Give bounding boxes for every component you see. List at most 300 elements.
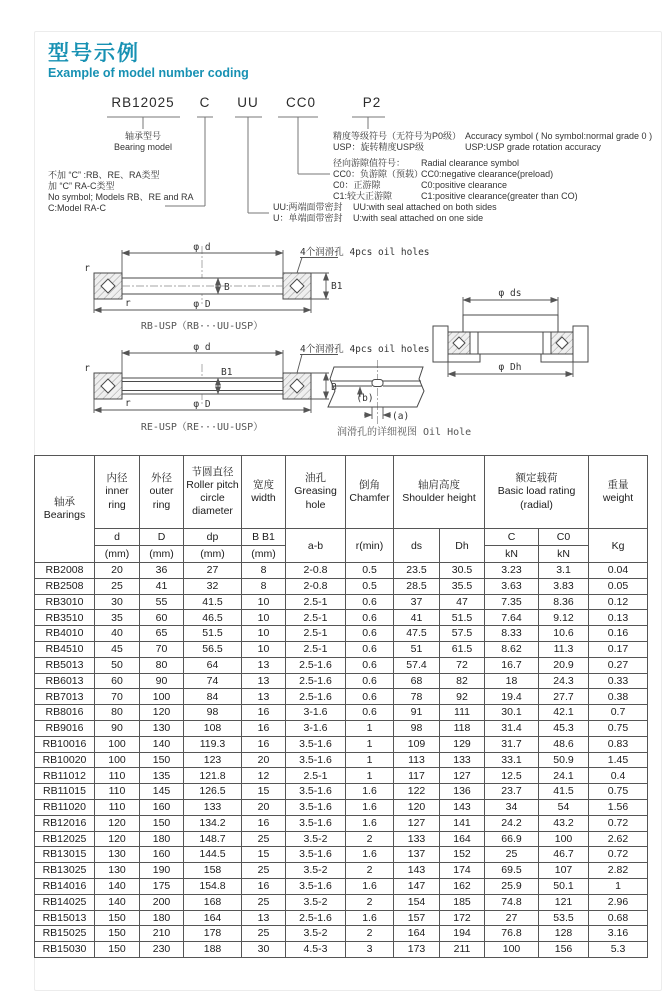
spec-cell: 10 xyxy=(242,626,286,642)
spec-cell: 147 xyxy=(394,878,440,894)
spec-cell: 133 xyxy=(394,831,440,847)
table-row xyxy=(35,878,648,894)
spec-cell: 164 xyxy=(440,831,485,847)
note-line: Bearing model xyxy=(113,142,173,152)
spec-cell: 55 xyxy=(140,594,184,610)
spec-cell: 164 xyxy=(184,910,242,926)
spec-cell: 107 xyxy=(539,863,589,879)
spec-cell: 160 xyxy=(140,799,184,815)
spec-cell: 56.5 xyxy=(184,641,242,657)
sym-cell-ds: ds xyxy=(394,529,440,563)
spec-cell: 2.82 xyxy=(589,863,648,879)
spec-cell: 47 xyxy=(440,594,485,610)
spec-cell: 140 xyxy=(95,878,140,894)
spec-cell: 43.2 xyxy=(539,815,589,831)
spec-cell: 129 xyxy=(440,736,485,752)
spec-cell: 25 xyxy=(242,926,286,942)
spec-cell: 126.5 xyxy=(184,784,242,800)
table-row xyxy=(35,673,648,689)
col-header-chamfer xyxy=(346,456,394,529)
col-header-load xyxy=(485,456,589,529)
note-line: USP:USP grade rotation accuracy xyxy=(465,142,601,152)
table-row xyxy=(35,705,648,721)
spec-cell: 0.6 xyxy=(346,657,394,673)
spec-cell: 40 xyxy=(95,626,140,642)
spec-cell: 120 xyxy=(394,799,440,815)
spec-cell: 0.38 xyxy=(589,689,648,705)
unit-cell-kn: kN xyxy=(485,546,539,563)
spec-cell: 143 xyxy=(440,799,485,815)
table-row xyxy=(35,831,648,847)
spec-cell: 2 xyxy=(346,831,394,847)
spec-cell: 150 xyxy=(140,815,184,831)
spec-cell: 133 xyxy=(440,752,485,768)
spec-cell: 8.33 xyxy=(485,626,539,642)
spec-cell: 76.8 xyxy=(485,926,539,942)
spec-cell: 41.5 xyxy=(184,594,242,610)
note-line: 径向游隙值符号： xyxy=(333,158,406,168)
spec-cell: 168 xyxy=(184,894,242,910)
spec-cell: 24.2 xyxy=(485,815,539,831)
spec-cell: 30.5 xyxy=(440,563,485,579)
spec-cell: 12 xyxy=(242,768,286,784)
dim-label-B: B xyxy=(224,282,230,293)
spec-cell: 180 xyxy=(140,831,184,847)
header-zh: 倒角 xyxy=(359,478,380,491)
spec-cell: 2.5-1.6 xyxy=(286,657,346,673)
spec-cell: 150 xyxy=(140,752,184,768)
spec-cell: 70 xyxy=(140,641,184,657)
spec-cell: 110 xyxy=(95,768,140,784)
spec-cell: 1.6 xyxy=(346,847,394,863)
spec-cell: 68 xyxy=(394,673,440,689)
spec-cell: 185 xyxy=(440,894,485,910)
spec-cell: 136 xyxy=(440,784,485,800)
header-en: width xyxy=(251,492,276,504)
spec-cell: 0.72 xyxy=(589,847,648,863)
spec-cell: 172 xyxy=(440,910,485,926)
spec-cell: 2.5-1 xyxy=(286,610,346,626)
spec-cell: 190 xyxy=(140,863,184,879)
spec-cell: 3.1 xyxy=(539,563,589,579)
spec-cell: 2 xyxy=(346,926,394,942)
dim-label-r: r xyxy=(125,398,131,409)
note-line: C1:较大正游隙 xyxy=(333,191,393,201)
spec-cell: 27 xyxy=(184,563,242,579)
spec-cell: 3.16 xyxy=(589,926,648,942)
header-zh: 轴肩高度 xyxy=(418,478,460,491)
spec-cell: 0.33 xyxy=(589,673,648,689)
sym-cell-Dh: Dh xyxy=(440,529,485,563)
spec-cell: 80 xyxy=(95,705,140,721)
dim-label-B1: B1 xyxy=(331,281,343,292)
spec-cell: 74.8 xyxy=(485,894,539,910)
spec-cell: 2-0.8 xyxy=(286,578,346,594)
spec-cell: 141 xyxy=(440,815,485,831)
spec-cell: 128 xyxy=(539,926,589,942)
spec-cell: 8 xyxy=(242,563,286,579)
spec-cell: 90 xyxy=(95,720,140,736)
spec-cell: 34 xyxy=(485,799,539,815)
sym-cell-d: d xyxy=(95,529,140,546)
spec-cell: 30.1 xyxy=(485,705,539,721)
oil-holes-label: 4个润滑孔 4pcs oil holes xyxy=(300,344,430,355)
spec-cell: 25 xyxy=(242,863,286,879)
spec-cell: 148.7 xyxy=(184,831,242,847)
drawing-rb-section xyxy=(84,242,429,332)
spec-cell: 3.83 xyxy=(539,578,589,594)
spec-cell: 3.5-1.6 xyxy=(286,799,346,815)
table-row xyxy=(35,863,648,879)
header-zh: 外径 xyxy=(151,472,172,485)
bearing-model-cell: RB11020 xyxy=(35,799,95,815)
spec-cell: 0.7 xyxy=(589,705,648,721)
spec-cell: 2.5-1 xyxy=(286,626,346,642)
spec-cell: 134.2 xyxy=(184,815,242,831)
spec-cell: 20 xyxy=(95,563,140,579)
note-seal xyxy=(273,202,497,224)
spec-cell: 2.5-1.6 xyxy=(286,910,346,926)
spec-cell: 20 xyxy=(242,799,286,815)
spec-cell: 2.5-1.6 xyxy=(286,673,346,689)
spec-cell: 25 xyxy=(242,831,286,847)
spec-cell: 53.5 xyxy=(539,910,589,926)
spec-cell: 98 xyxy=(184,705,242,721)
spec-cell: 98 xyxy=(394,720,440,736)
spec-cell: 133 xyxy=(184,799,242,815)
header-en: weight xyxy=(602,492,634,504)
spec-cell: 24.3 xyxy=(539,673,589,689)
code-accuracy: P2 xyxy=(362,95,382,110)
dim-label-ds: φ ds xyxy=(498,288,522,299)
dim-label-D: φ D xyxy=(193,299,211,310)
spec-cell: 64 xyxy=(184,657,242,673)
spec-cell: 41 xyxy=(140,578,184,594)
spec-cell: 25 xyxy=(485,847,539,863)
bearing-model-cell: RB4510 xyxy=(35,641,95,657)
spec-cell: 3.5-1.6 xyxy=(286,878,346,894)
sym-cell-dp: dp xyxy=(184,529,242,546)
spec-cell: 41 xyxy=(394,610,440,626)
spec-cell: 50.9 xyxy=(539,752,589,768)
bearing-model-cell: RB14025 xyxy=(35,894,95,910)
spec-cell: 70 xyxy=(95,689,140,705)
note-bearing-model xyxy=(114,131,172,153)
spec-cell: 137 xyxy=(394,847,440,863)
spec-cell: 0.5 xyxy=(346,578,394,594)
spec-cell: 7.35 xyxy=(485,594,539,610)
note-line: U：单端面带密封 xyxy=(273,213,343,223)
spec-cell: 150 xyxy=(95,942,140,958)
code-type: C xyxy=(199,95,211,110)
spec-cell: 10 xyxy=(242,610,286,626)
technical-drawings xyxy=(35,240,659,452)
bearing-model-cell: RB2508 xyxy=(35,578,95,594)
spec-cell: 118 xyxy=(440,720,485,736)
spec-cell: 100 xyxy=(539,831,589,847)
note-line: 精度等级符号（无符号为P0级） xyxy=(333,131,462,141)
spec-cell: 164 xyxy=(394,926,440,942)
spec-cell: 24.1 xyxy=(539,768,589,784)
spec-cell: 50.1 xyxy=(539,878,589,894)
spec-cell: 84 xyxy=(184,689,242,705)
table-row xyxy=(35,736,648,752)
spec-cell: 130 xyxy=(95,863,140,879)
spec-cell: 174 xyxy=(440,863,485,879)
spec-cell: 3.23 xyxy=(485,563,539,579)
sym-cell-C0: C0 xyxy=(539,529,589,546)
spec-cell: 42.1 xyxy=(539,705,589,721)
spec-cell: 2-0.8 xyxy=(286,563,346,579)
spec-cell: 8 xyxy=(242,578,286,594)
col-header-pitch xyxy=(184,456,242,529)
table-row xyxy=(35,689,648,705)
spec-cell: 111 xyxy=(440,705,485,721)
spec-cell: 16 xyxy=(242,705,286,721)
spec-cell: 127 xyxy=(394,815,440,831)
code-seal: UU xyxy=(237,95,259,110)
spec-cell: 10 xyxy=(242,641,286,657)
page-subtitle: Example of model number coding xyxy=(48,66,249,80)
spec-cell: 121 xyxy=(539,894,589,910)
spec-cell: 0.6 xyxy=(346,610,394,626)
note-line: UU:with seal attached on both sides xyxy=(353,202,497,212)
bearing-model-cell: RB9016 xyxy=(35,720,95,736)
spec-cell: 180 xyxy=(140,910,184,926)
table-row xyxy=(35,799,648,815)
note-clearance xyxy=(333,158,578,202)
spec-cell: 60 xyxy=(140,610,184,626)
col-header-outer xyxy=(140,456,184,529)
bearing-model-cell: RB13025 xyxy=(35,863,95,879)
bearing-model-cell: RB4010 xyxy=(35,626,95,642)
spec-cell: 1.6 xyxy=(346,878,394,894)
table-row xyxy=(35,847,648,863)
bearing-model-cell: RB15030 xyxy=(35,942,95,958)
spec-cell: 3.5-1.6 xyxy=(286,847,346,863)
header-zh: 内径 xyxy=(106,472,128,485)
bearing-model-cell: RB3510 xyxy=(35,610,95,626)
bearing-model-cell: RB12025 xyxy=(35,831,95,847)
spec-cell: 178 xyxy=(184,926,242,942)
spec-cell: 2 xyxy=(346,894,394,910)
table-row xyxy=(35,942,648,958)
spec-cell: 3.5-2 xyxy=(286,863,346,879)
table-row xyxy=(35,815,648,831)
note-line: No symbol; Models RB、RE and RA xyxy=(48,192,194,202)
spec-cell: 51.5 xyxy=(184,626,242,642)
spec-cell: 74 xyxy=(184,673,242,689)
spec-cell: 3.5-2 xyxy=(286,894,346,910)
dim-label-r: r xyxy=(84,263,90,274)
spec-cell: 72 xyxy=(440,657,485,673)
spec-cell: 18 xyxy=(485,673,539,689)
dim-label-Dh: φ Dh xyxy=(498,362,522,373)
spec-cell: 156 xyxy=(539,942,589,958)
spec-cell: 3 xyxy=(346,942,394,958)
spec-cell: 31.7 xyxy=(485,736,539,752)
table-row xyxy=(35,926,648,942)
spec-cell: 47.5 xyxy=(394,626,440,642)
spec-cell: 57.4 xyxy=(394,657,440,673)
spec-cell: 11.3 xyxy=(539,641,589,657)
spec-cell: 1 xyxy=(346,720,394,736)
note-line: C0：正游隙 xyxy=(333,180,381,190)
spec-cell: 16.7 xyxy=(485,657,539,673)
spec-cell: 117 xyxy=(394,768,440,784)
spec-cell: 15 xyxy=(242,784,286,800)
table-row xyxy=(35,768,648,784)
bearing-model-cell: RB15025 xyxy=(35,926,95,942)
spec-cell: 27 xyxy=(485,910,539,926)
spec-cell: 100 xyxy=(95,752,140,768)
spec-cell: 100 xyxy=(95,736,140,752)
dim-label-D: φ D xyxy=(193,399,211,410)
spec-cell: 0.6 xyxy=(346,641,394,657)
bearing-model-cell: RB6013 xyxy=(35,673,95,689)
spec-cell: 50 xyxy=(95,657,140,673)
spec-cell: 3.5-1.6 xyxy=(286,752,346,768)
spec-cell: 2 xyxy=(346,863,394,879)
spec-cell: 16 xyxy=(242,878,286,894)
spec-cell: 45 xyxy=(95,641,140,657)
spec-cell: 36 xyxy=(140,563,184,579)
spec-cell: 25 xyxy=(95,578,140,594)
spec-cell: 41.5 xyxy=(539,784,589,800)
col-header-weight xyxy=(589,456,648,529)
header-en: Chamfer xyxy=(349,492,390,504)
spec-cell: 37 xyxy=(394,594,440,610)
spec-cell: 0.16 xyxy=(589,626,648,642)
spec-cell: 25.9 xyxy=(485,878,539,894)
note-model-types xyxy=(48,170,194,214)
spec-cell: 0.83 xyxy=(589,736,648,752)
spec-cell: 3-1.6 xyxy=(286,705,346,721)
spec-cell: 100 xyxy=(140,689,184,705)
spec-cell: 130 xyxy=(140,720,184,736)
spec-cell: 0.75 xyxy=(589,720,648,736)
sym-cell-rmin: r(min) xyxy=(346,529,394,563)
header-zh: 重量 xyxy=(607,478,629,491)
oil-holes-label: 4个润滑孔 4pcs oil holes xyxy=(300,247,430,258)
spec-cell: 122 xyxy=(394,784,440,800)
unit-cell-mm: (mm) xyxy=(140,546,184,563)
spec-cell: 65 xyxy=(140,626,184,642)
spec-cell: 0.72 xyxy=(589,815,648,831)
table-row xyxy=(35,657,648,673)
note-line: C0:positive clearance xyxy=(421,180,508,190)
spec-cell: 145 xyxy=(140,784,184,800)
table-row xyxy=(35,626,648,642)
unit-cell-kg: Kg xyxy=(589,529,648,563)
spec-cell: 2.62 xyxy=(589,831,648,847)
spec-cell: 200 xyxy=(140,894,184,910)
note-accuracy xyxy=(333,131,652,153)
spec-cell: 143 xyxy=(394,863,440,879)
note-line: C1:positive clearance(greater than CO) xyxy=(421,191,578,201)
spec-cell: 0.13 xyxy=(589,610,648,626)
spec-cell: 20 xyxy=(242,752,286,768)
spec-cell: 28.5 xyxy=(394,578,440,594)
header-en: Basic load rating xyxy=(497,485,576,498)
unit-cell-mm: (mm) xyxy=(242,546,286,563)
spec-cell: 8.36 xyxy=(539,594,589,610)
bearing-model-cell: RB10020 xyxy=(35,752,95,768)
code-bearing-model: RB12025 xyxy=(111,95,175,110)
spec-cell: 0.04 xyxy=(589,563,648,579)
table-row xyxy=(35,720,648,736)
spec-cell: 109 xyxy=(394,736,440,752)
spec-cell: 91 xyxy=(394,705,440,721)
spec-cell: 15 xyxy=(242,847,286,863)
header-en: Roller pitch circle diameter xyxy=(186,478,239,518)
header-zh: 节圆直径 xyxy=(191,465,234,478)
spec-cell: 188 xyxy=(184,942,242,958)
bearing-model-cell: RB5013 xyxy=(35,657,95,673)
spec-cell: 5.3 xyxy=(589,942,648,958)
table-row xyxy=(35,910,648,926)
drawing-caption-rb: RB-USP（RB···UU-USP） xyxy=(140,321,264,332)
spec-cell: 150 xyxy=(95,926,140,942)
bearing-model-cell: RB10016 xyxy=(35,736,95,752)
spec-cell: 69.5 xyxy=(485,863,539,879)
spec-cell: 123 xyxy=(184,752,242,768)
page-title: 型号示例 xyxy=(48,42,140,65)
model-coding-diagram xyxy=(35,95,659,240)
bearing-model-cell: RB8016 xyxy=(35,705,95,721)
spec-cell: 10.6 xyxy=(539,626,589,642)
spec-cell: 66.9 xyxy=(485,831,539,847)
table-row xyxy=(35,563,648,579)
spec-cell: 3.5-1.6 xyxy=(286,815,346,831)
spec-cell: 3.5-2 xyxy=(286,831,346,847)
spec-cell: 45.3 xyxy=(539,720,589,736)
spec-cell: 162 xyxy=(440,878,485,894)
note-line: USP：旋转精度USP级 xyxy=(333,142,425,152)
spec-cell: 16 xyxy=(242,720,286,736)
spec-cell: 46.7 xyxy=(539,847,589,863)
dim-label-r: r xyxy=(125,298,131,309)
spec-cell: 120 xyxy=(95,831,140,847)
spec-cell: 113 xyxy=(394,752,440,768)
spec-cell: 0.68 xyxy=(589,910,648,926)
note-line: 轴承型号 xyxy=(124,131,162,141)
spec-cell: 1.6 xyxy=(346,815,394,831)
spec-cell: 23.7 xyxy=(485,784,539,800)
spec-cell: 140 xyxy=(95,894,140,910)
spec-cell: 57.5 xyxy=(440,626,485,642)
spec-cell: 0.6 xyxy=(346,673,394,689)
header-en: Bearings xyxy=(43,509,86,521)
spec-cell: 110 xyxy=(95,784,140,800)
spec-cell: 1 xyxy=(346,736,394,752)
bearing-model-cell: RB7013 xyxy=(35,689,95,705)
bearing-model-cell: RB13015 xyxy=(35,847,95,863)
spec-cell: 173 xyxy=(394,942,440,958)
spec-cell: 121.8 xyxy=(184,768,242,784)
code-clearance: CC0 xyxy=(285,95,317,110)
spec-cell: 1.6 xyxy=(346,799,394,815)
dim-label-r: r xyxy=(84,363,90,374)
col-header-inner xyxy=(95,456,140,529)
spec-cell: 3.63 xyxy=(485,578,539,594)
spec-cell: 0.5 xyxy=(346,563,394,579)
header-zh: 额定载荷 xyxy=(515,472,558,485)
note-line: CC0：负游隙（预载） xyxy=(333,169,424,179)
spec-cell: 92 xyxy=(440,689,485,705)
dim-label-a: (a) xyxy=(392,411,410,422)
bearing-model-cell: RB11012 xyxy=(35,768,95,784)
